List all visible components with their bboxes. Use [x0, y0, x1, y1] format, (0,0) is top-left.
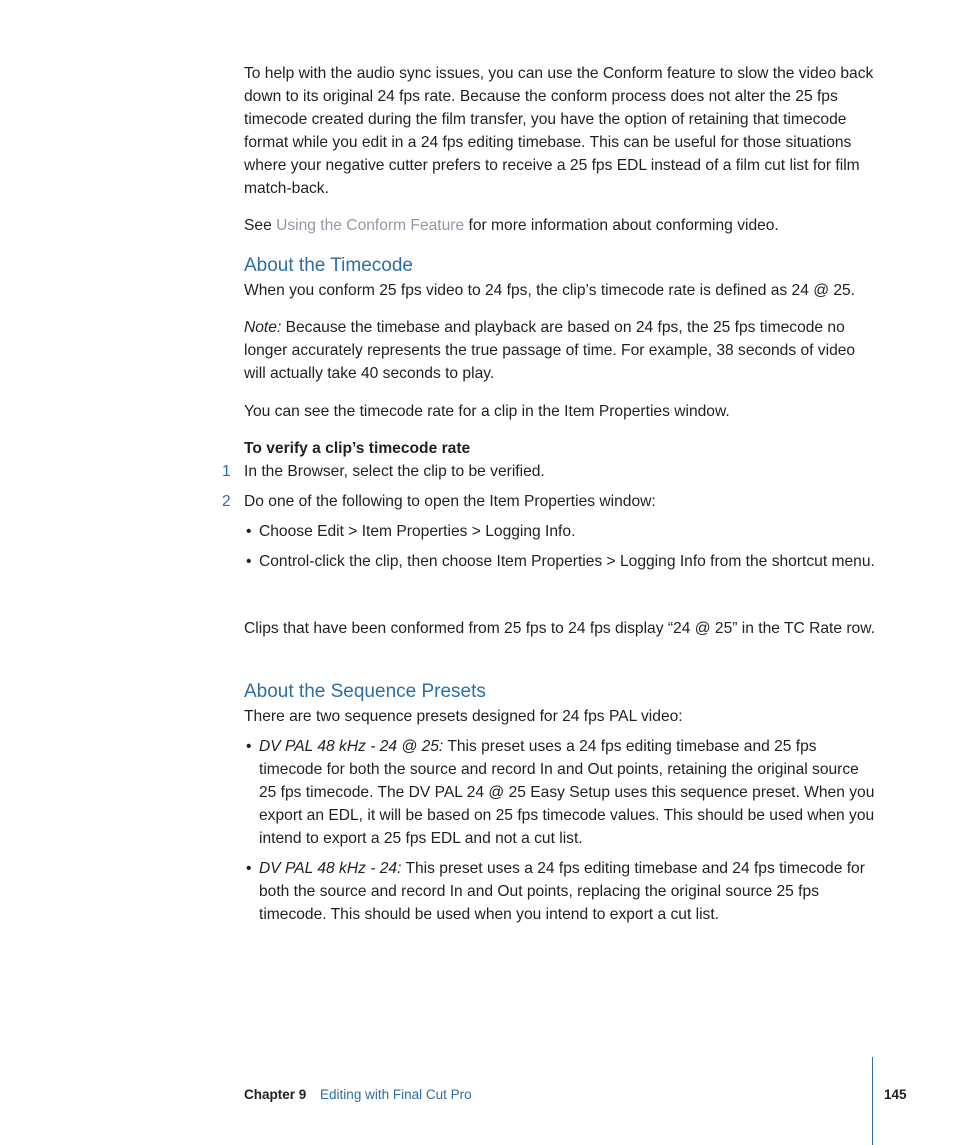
- page-number: 145: [884, 1087, 907, 1102]
- bullet-item: [244, 857, 876, 926]
- step-text: In the Browser, select the clip to be verified.: [244, 463, 545, 480]
- bullet-item: [244, 550, 876, 596]
- bullet-text: [259, 857, 876, 926]
- bullet-glyph: •: [246, 553, 252, 570]
- heading-about-the-timecode: About the Timecode: [244, 255, 413, 276]
- step-number: 2: [222, 493, 231, 510]
- bullet-text: [259, 735, 876, 850]
- see-suffix: for more information about conforming video.: [464, 217, 779, 234]
- preset-description: This preset uses a 24 fps editing timebase and 24 fps timecode for both the source and record In and Out points, replacing the original source 25 fps timecode. This should be used when you intend to export a cut list.: [259, 860, 865, 923]
- presets-paragraph: There are two sequence presets designed for 24 fps PAL video:: [244, 708, 683, 725]
- footer-chapter: [244, 1086, 472, 1104]
- conform-feature-link[interactable]: Using the Conform Feature: [276, 217, 465, 234]
- bullet-glyph: •: [246, 523, 252, 540]
- tc-rate-paragraph: Clips that have been conformed from 25 fps to 24 fps display “24 @ 25” in the TC Rate row.: [244, 620, 875, 637]
- preset-term: DV PAL 48 kHz - 24 @ 25:: [259, 738, 444, 755]
- item-properties-paragraph: You can see the timecode rate for a clip in the Item Properties window.: [244, 403, 730, 420]
- preset-description: This preset uses a 24 fps editing timebase and 25 fps timecode for both the source and record In and Out points, retaining the original source 25 fps timecode. The DV PAL 24 @ 25 Easy Setup uses this sequence preset. When you export an EDL, it will be based on 25 fps timecode values. This should be used when you intend to export a 25 fps EDL and not a cut list.: [259, 738, 875, 847]
- preset-term: DV PAL 48 kHz - 24:: [259, 860, 402, 877]
- task-title: To verify a clip’s timecode rate: [244, 440, 471, 457]
- chapter-label: Chapter 9: [244, 1087, 307, 1102]
- chapter-title: Editing with Final Cut Pro: [320, 1087, 472, 1102]
- see-also-paragraph: [244, 214, 876, 237]
- see-prefix: See: [244, 217, 277, 234]
- step-1: [222, 460, 876, 483]
- bullet-item: [244, 520, 876, 543]
- note-label: Note:: [244, 319, 282, 336]
- heading-about-the-sequence-presets: About the Sequence Presets: [244, 681, 486, 702]
- step-2: [222, 490, 876, 513]
- timecode-paragraph: When you conform 25 fps video to 24 fps, the clip’s timecode rate is defined as 24 @ 25.: [244, 282, 856, 299]
- bullet-item: [244, 735, 876, 850]
- note-paragraph: [244, 316, 876, 385]
- footer-divider: [872, 1057, 873, 1145]
- bullet-text: Control-click the clip, then choose Item Properties > Logging Info from the shortcut menu.: [259, 553, 875, 570]
- bullet-text: Choose Edit > Item Properties > Logging Info.: [259, 523, 576, 540]
- step-text: Do one of the following to open the Item Properties window:: [244, 493, 656, 510]
- step-number: 1: [222, 463, 231, 480]
- bullet-glyph: •: [246, 738, 252, 755]
- note-text: Because the timebase and playback are based on 24 fps, the 25 fps timecode no longer accurately represents the true passage of time. For example, 38 seconds of video will actually take 40 seconds to play.: [244, 319, 856, 382]
- intro-paragraph: To help with the audio sync issues, you can use the Conform feature to slow the video back down to its original 24 fps rate. Because the conform process does not alter the 25 fps timecode created during the film transfer, you have the option of retaining that timecode format while you edit in a 24 fps editing timebase. This can be useful for those situations where your negative cutter prefers to receive a 25 fps EDL instead of a film cut list for film match-back.: [244, 65, 874, 197]
- bullet-glyph: •: [246, 860, 252, 877]
